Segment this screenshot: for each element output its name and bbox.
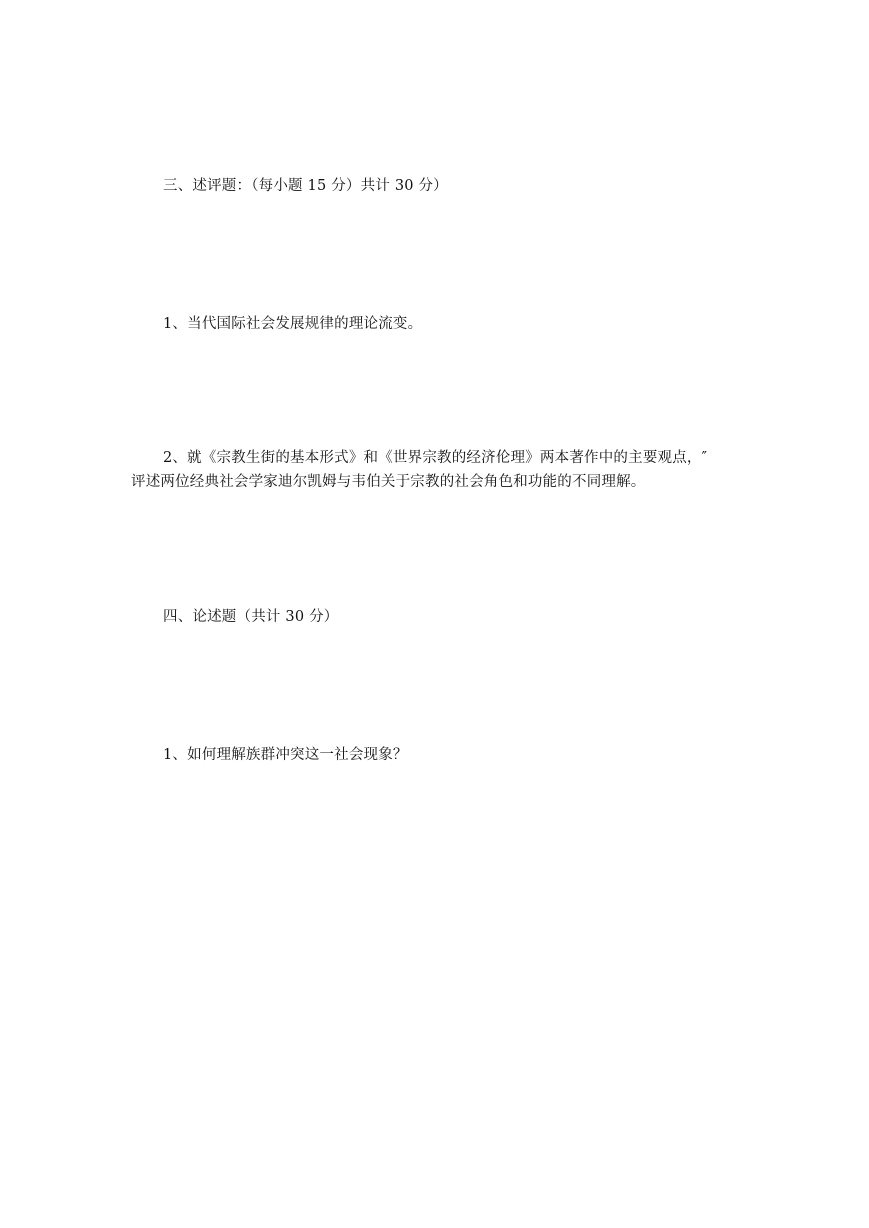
section-3-question-2-line-1: 2、就《宗教生街的基本形式》和《世界宗教的经济伦理》两本著作中的主要观点，″ [163,450,708,466]
section-3-question-2-line-2: 评述两位经典社会学家迪尔凯姆与韦伯关于宗教的社会角色和功能的不同理解。 [131,474,646,490]
section-4-question-1: 1、如何理解族群冲突这一社会现象？ [163,747,408,763]
section-3-question-1: 1、当代国际社会发展规律的理论流变。 [163,316,423,332]
section-3-heading: 三、述评题：（每小题 15 分）共计 30 分） [163,178,448,194]
section-4-heading: 四、论述题（共计 30 分） [163,609,339,625]
